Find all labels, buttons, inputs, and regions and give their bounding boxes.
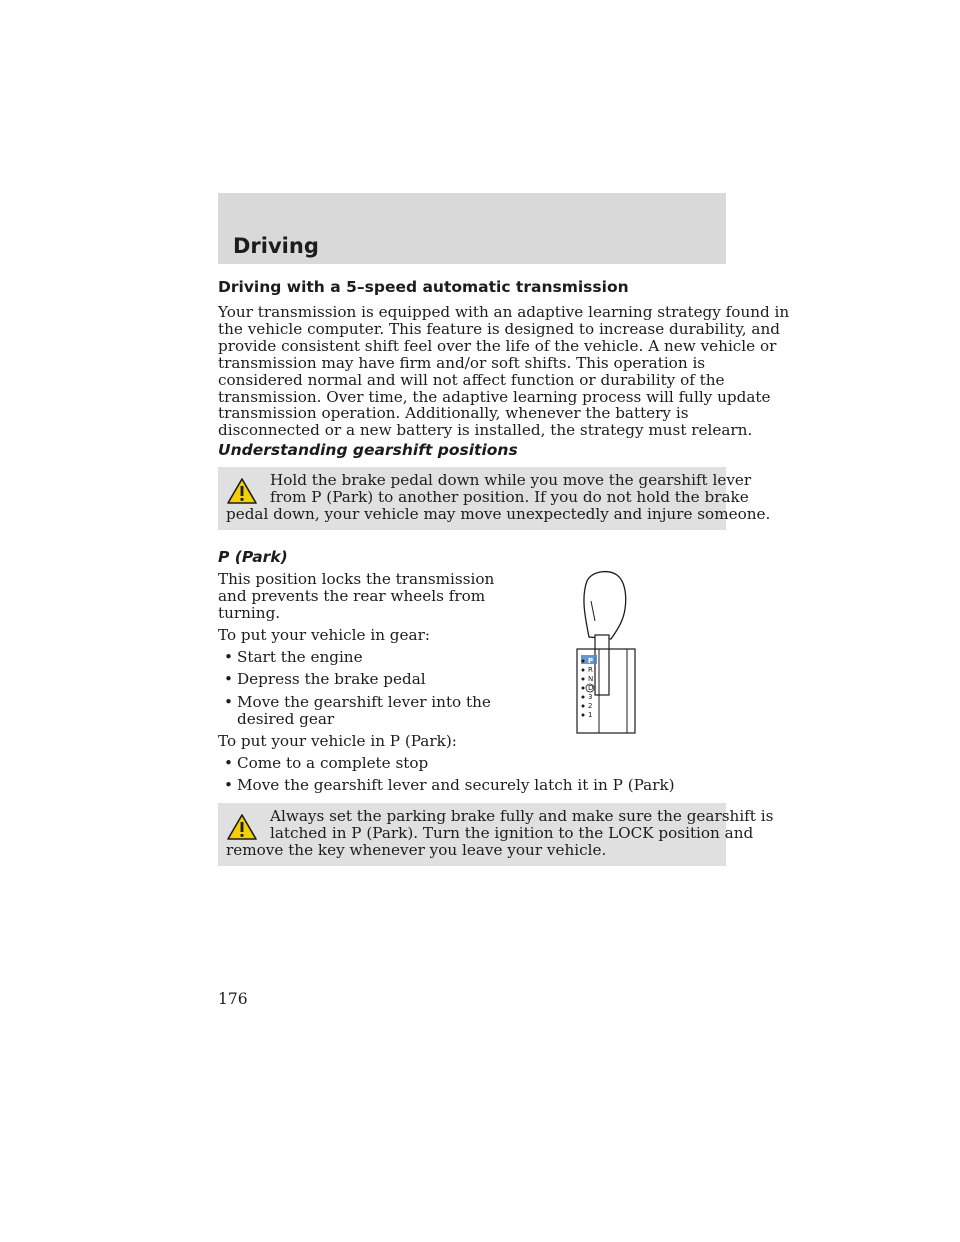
- gear-dot: [582, 696, 585, 699]
- bullet-icon: •: [224, 648, 233, 666]
- park-intro: To put your vehicle in P (Park):: [218, 732, 457, 750]
- warning-box-brake: [218, 467, 771, 530]
- warning-line: pedal down, your vehicle may move unexpectedly and injure someone.: [226, 505, 771, 523]
- gear-dot: [582, 660, 585, 663]
- gear-dot: [582, 687, 585, 690]
- gear-label-d: D: [588, 684, 594, 692]
- park-desc-line: This position locks the transmission: [218, 570, 495, 588]
- gear-dot: [582, 705, 585, 708]
- section-header-title: Driving: [233, 234, 319, 258]
- paragraph-line: transmission operation. Additionally, whenever the battery is: [218, 404, 689, 423]
- warning-text: [226, 471, 771, 523]
- paragraph-line: Your transmission is equipped with an adaptive learning strategy found in: [218, 303, 790, 321]
- gear-label-r: R: [588, 666, 593, 674]
- bullet-icon: •: [224, 776, 233, 794]
- gear-dot: [582, 714, 585, 717]
- subsection-heading: Understanding gearshift positions: [218, 441, 518, 459]
- park-desc-line: turning.: [218, 604, 281, 622]
- gear-dot: [582, 669, 585, 672]
- bullet-icon: •: [224, 754, 233, 772]
- gearshift-shaft: [595, 635, 609, 695]
- paragraph-line: transmission may have firm and/or soft shifts. This operation is: [218, 353, 706, 372]
- warning-line: Always set the parking brake fully and make sure the gearshift is: [270, 807, 774, 825]
- paragraph-line: considered normal and will not affect function or durability of the: [218, 370, 725, 389]
- paragraph-line: the vehicle computer. This feature is designed to increase durability, and: [218, 319, 780, 338]
- warning-line: remove the key whenever you leave your vehicle.: [226, 841, 607, 859]
- park-heading: P (Park): [218, 548, 288, 566]
- gear-label-2: 2: [588, 702, 593, 710]
- gearshift-illustration: [575, 567, 645, 739]
- paragraph-line: provide consistent shift feel over the life of the vehicle. A new vehicle or: [218, 336, 777, 355]
- warning-line: latched in P (Park). Turn the ignition to the LOCK position and: [270, 824, 754, 842]
- page-number: 176: [218, 990, 248, 1008]
- park-desc-line: and prevents the rear wheels from: [218, 587, 486, 605]
- paragraph-line: transmission. Over time, the adaptive learning process will fully update: [218, 387, 771, 406]
- gear-label-n: N: [588, 675, 594, 683]
- gear-dot: [582, 678, 585, 681]
- intro-paragraph: [218, 303, 790, 440]
- warning-line: from P (Park) to another position. If you do not hold the brake: [270, 488, 749, 506]
- paragraph-line: disconnected or a new battery is installed, the strategy must relearn.: [218, 421, 753, 440]
- warning-line: Hold the brake pedal down while you move the gearshift lever: [270, 471, 752, 489]
- warning-text: [226, 807, 774, 859]
- bullet-icon: •: [224, 670, 233, 688]
- gear-intro: To put your vehicle in gear:: [218, 626, 430, 644]
- gear-labels: [582, 657, 595, 719]
- gear-label-3: 3: [588, 693, 593, 701]
- bullet-icon: •: [224, 693, 233, 711]
- gearshift-knob: [584, 572, 626, 639]
- gear-label-1: 1: [588, 711, 593, 719]
- section-heading: Driving with a 5–speed automatic transmission: [218, 278, 629, 296]
- warning-box-parking: [218, 803, 774, 866]
- gear-label-p: P: [588, 657, 594, 665]
